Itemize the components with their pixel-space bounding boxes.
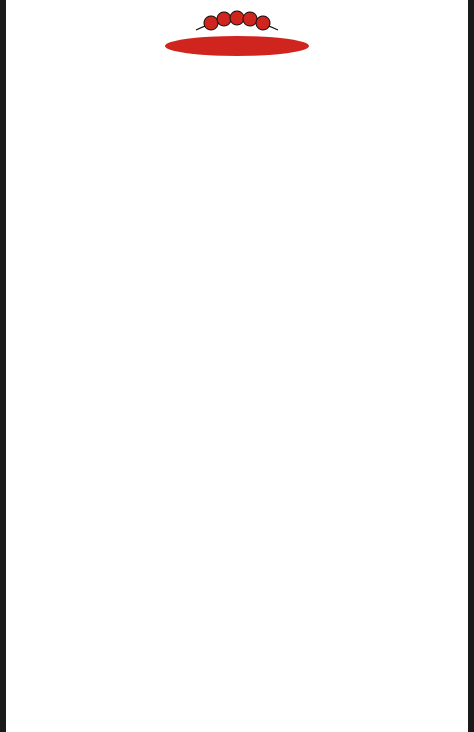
menu-page	[6, 0, 468, 732]
soup-item	[167, 683, 307, 684]
flatbread-item	[48, 552, 178, 554]
soup-item	[42, 683, 182, 684]
soup-item	[292, 683, 432, 684]
grill-letter-circles	[204, 11, 270, 30]
flatbread-item	[172, 552, 302, 554]
flatbread-item	[296, 552, 426, 554]
cadillac-grill-logo	[0, 8, 474, 72]
